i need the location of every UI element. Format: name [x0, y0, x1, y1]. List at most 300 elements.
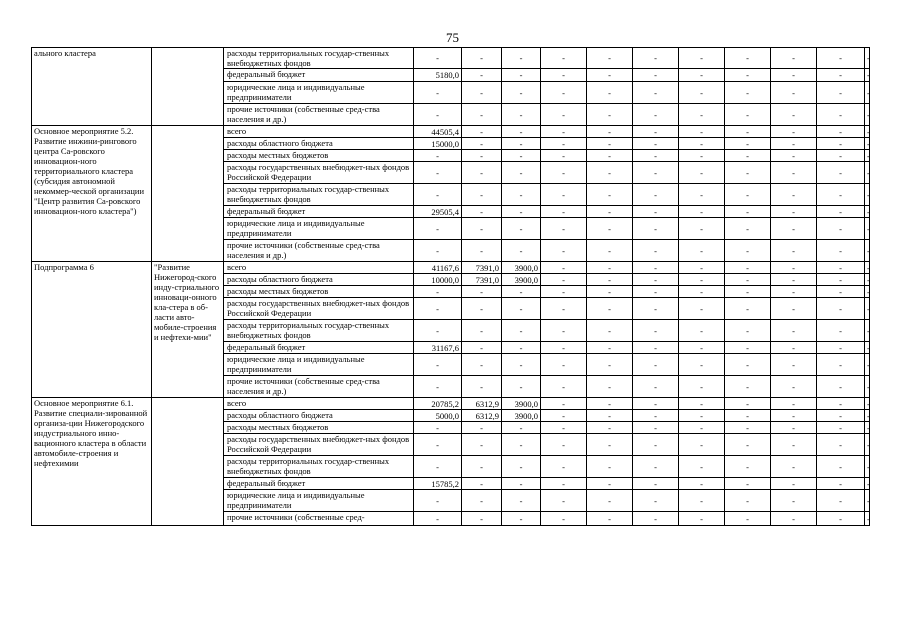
value-cell: -: [633, 126, 679, 138]
value-cell: -: [587, 274, 633, 286]
value-cell: 6312,9: [462, 410, 502, 422]
program-title-cell: [152, 126, 224, 262]
value-cell: -: [817, 138, 865, 150]
value-cell: -: [865, 398, 870, 410]
value-cell: -: [587, 410, 633, 422]
value-cell: -: [679, 286, 725, 298]
value-cell: 41167,6: [414, 262, 462, 274]
value-cell: -: [462, 206, 502, 218]
value-cell: -: [679, 262, 725, 274]
value-cell: -: [679, 218, 725, 240]
value-cell: -: [633, 398, 679, 410]
value-cell: -: [541, 342, 587, 354]
value-cell: -: [541, 206, 587, 218]
value-cell: -: [587, 69, 633, 82]
value-cell: -: [462, 218, 502, 240]
value-cell: 3900,0: [502, 274, 541, 286]
value-cell: -: [725, 320, 771, 342]
value-cell: -: [771, 48, 817, 69]
value-cell: -: [817, 354, 865, 376]
value-cell: -: [725, 274, 771, 286]
value-cell: -: [462, 162, 502, 184]
value-cell: -: [633, 138, 679, 150]
value-cell: -: [725, 218, 771, 240]
value-cell: -: [414, 240, 462, 262]
value-cell: -: [817, 104, 865, 126]
value-cell: -: [725, 434, 771, 456]
value-cell: -: [541, 456, 587, 478]
value-cell: -: [817, 48, 865, 69]
value-cell: -: [679, 104, 725, 126]
value-cell: -: [771, 274, 817, 286]
funding-source-cell: расходы местных бюджетов: [224, 150, 414, 162]
value-cell: -: [725, 48, 771, 69]
value-cell: -: [541, 48, 587, 69]
value-cell: -: [587, 206, 633, 218]
value-cell: -: [414, 376, 462, 398]
value-cell: -: [541, 434, 587, 456]
value-cell: -: [633, 422, 679, 434]
program-title-cell: [152, 398, 224, 526]
value-cell: -: [679, 274, 725, 286]
value-cell: -: [633, 274, 679, 286]
funding-source-cell: расходы государственных внебюджет-ных фондов Российской Федерации: [224, 434, 414, 456]
value-cell: -: [725, 104, 771, 126]
value-cell: -: [725, 82, 771, 104]
value-cell: -: [771, 150, 817, 162]
value-cell: -: [725, 150, 771, 162]
value-cell: -: [865, 82, 870, 104]
value-cell: -: [771, 206, 817, 218]
value-cell: -: [679, 240, 725, 262]
value-cell: -: [541, 376, 587, 398]
value-cell: 7391,0: [462, 262, 502, 274]
value-cell: -: [462, 48, 502, 69]
value-cell: -: [865, 490, 870, 512]
value-cell: -: [725, 398, 771, 410]
funding-source-cell: юридические лица и индивидуальные предприниматели: [224, 82, 414, 104]
value-cell: -: [502, 298, 541, 320]
value-cell: -: [541, 410, 587, 422]
value-cell: -: [633, 48, 679, 69]
value-cell: -: [502, 286, 541, 298]
value-cell: -: [462, 512, 502, 526]
value-cell: -: [587, 240, 633, 262]
value-cell: -: [633, 206, 679, 218]
value-cell: -: [817, 184, 865, 206]
value-cell: -: [679, 490, 725, 512]
value-cell: -: [502, 218, 541, 240]
value-cell: -: [725, 490, 771, 512]
value-cell: -: [587, 184, 633, 206]
value-cell: -: [462, 138, 502, 150]
value-cell: -: [771, 320, 817, 342]
value-cell: -: [865, 298, 870, 320]
value-cell: -: [865, 456, 870, 478]
value-cell: -: [865, 434, 870, 456]
value-cell: -: [771, 286, 817, 298]
value-cell: -: [725, 512, 771, 526]
value-cell: -: [541, 320, 587, 342]
value-cell: -: [679, 48, 725, 69]
value-cell: -: [817, 410, 865, 422]
value-cell: -: [817, 376, 865, 398]
value-cell: -: [462, 320, 502, 342]
value-cell: -: [865, 48, 870, 69]
value-cell: -: [502, 206, 541, 218]
program-name-cell: Основное мероприятие 6.1. Развитие специали-зированной организа-ции Нижегородского индустриального инно-вационного кластера в области автомобиле-строения и нефтехимии: [32, 398, 152, 526]
value-cell: -: [462, 240, 502, 262]
value-cell: -: [771, 162, 817, 184]
value-cell: -: [414, 184, 462, 206]
value-cell: -: [541, 298, 587, 320]
value-cell: -: [502, 48, 541, 69]
value-cell: -: [502, 320, 541, 342]
value-cell: 20785,2: [414, 398, 462, 410]
value-cell: -: [817, 398, 865, 410]
value-cell: -: [633, 184, 679, 206]
value-cell: -: [817, 490, 865, 512]
value-cell: -: [541, 126, 587, 138]
value-cell: -: [633, 82, 679, 104]
value-cell: -: [414, 48, 462, 69]
value-cell: -: [725, 162, 771, 184]
value-cell: -: [865, 240, 870, 262]
value-cell: -: [865, 422, 870, 434]
value-cell: -: [502, 422, 541, 434]
value-cell: -: [587, 478, 633, 490]
value-cell: 10000,0: [414, 274, 462, 286]
value-cell: -: [462, 104, 502, 126]
value-cell: -: [817, 82, 865, 104]
value-cell: -: [771, 104, 817, 126]
value-cell: -: [541, 398, 587, 410]
value-cell: -: [462, 478, 502, 490]
value-cell: -: [679, 184, 725, 206]
value-cell: -: [414, 150, 462, 162]
value-cell: -: [587, 82, 633, 104]
value-cell: -: [587, 422, 633, 434]
value-cell: -: [725, 138, 771, 150]
value-cell: -: [865, 376, 870, 398]
value-cell: -: [462, 150, 502, 162]
value-cell: -: [502, 490, 541, 512]
value-cell: -: [587, 434, 633, 456]
value-cell: -: [865, 512, 870, 526]
funding-source-cell: расходы областного бюджета: [224, 138, 414, 150]
value-cell: -: [679, 512, 725, 526]
value-cell: -: [725, 478, 771, 490]
value-cell: 31167,6: [414, 342, 462, 354]
value-cell: -: [817, 240, 865, 262]
value-cell: -: [587, 150, 633, 162]
funding-source-cell: расходы территориальных государ-ственных внебюджетных фондов: [224, 184, 414, 206]
program-title-cell: [152, 48, 224, 126]
funding-source-cell: всего: [224, 262, 414, 274]
value-cell: -: [462, 82, 502, 104]
value-cell: -: [725, 456, 771, 478]
value-cell: -: [587, 490, 633, 512]
value-cell: -: [817, 456, 865, 478]
value-cell: -: [587, 298, 633, 320]
value-cell: -: [725, 422, 771, 434]
value-cell: -: [541, 82, 587, 104]
value-cell: -: [541, 286, 587, 298]
value-cell: -: [817, 422, 865, 434]
value-cell: -: [865, 162, 870, 184]
value-cell: -: [502, 104, 541, 126]
value-cell: -: [462, 422, 502, 434]
value-cell: -: [865, 320, 870, 342]
funding-source-cell: расходы государственных внебюджет-ных фондов Российской Федерации: [224, 298, 414, 320]
value-cell: -: [865, 274, 870, 286]
value-cell: -: [414, 512, 462, 526]
value-cell: -: [679, 354, 725, 376]
value-cell: -: [679, 434, 725, 456]
value-cell: -: [462, 434, 502, 456]
funding-source-cell: федеральный бюджет: [224, 478, 414, 490]
value-cell: -: [587, 138, 633, 150]
table-row: [32, 262, 870, 274]
value-cell: -: [541, 262, 587, 274]
value-cell: -: [541, 478, 587, 490]
value-cell: -: [679, 398, 725, 410]
value-cell: -: [633, 354, 679, 376]
value-cell: -: [502, 82, 541, 104]
value-cell: -: [462, 456, 502, 478]
value-cell: -: [679, 138, 725, 150]
page-number: 75: [446, 30, 459, 45]
value-cell: -: [462, 69, 502, 82]
value-cell: -: [462, 490, 502, 512]
value-cell: -: [679, 150, 725, 162]
value-cell: -: [771, 422, 817, 434]
value-cell: 3900,0: [502, 262, 541, 274]
value-cell: -: [679, 69, 725, 82]
value-cell: -: [817, 274, 865, 286]
value-cell: 29505,4: [414, 206, 462, 218]
value-cell: -: [771, 434, 817, 456]
value-cell: -: [771, 262, 817, 274]
value-cell: -: [587, 376, 633, 398]
value-cell: -: [587, 162, 633, 184]
value-cell: -: [502, 354, 541, 376]
value-cell: -: [587, 354, 633, 376]
funding-source-cell: прочие источники (собственные сред-ства населения и др.): [224, 240, 414, 262]
value-cell: -: [502, 434, 541, 456]
program-name-cell: Подпрограмма 6: [32, 262, 152, 398]
value-cell: 5180,0: [414, 69, 462, 82]
table-row: [32, 126, 870, 138]
funding-source-cell: прочие источники (собственные сред-ства населения и др.): [224, 104, 414, 126]
value-cell: -: [633, 512, 679, 526]
funding-source-cell: расходы местных бюджетов: [224, 286, 414, 298]
value-cell: -: [587, 398, 633, 410]
value-cell: -: [725, 354, 771, 376]
value-cell: -: [865, 410, 870, 422]
value-cell: -: [541, 104, 587, 126]
value-cell: -: [817, 126, 865, 138]
value-cell: -: [414, 422, 462, 434]
funding-source-cell: прочие источники (собственные сред-: [224, 512, 414, 526]
value-cell: -: [414, 286, 462, 298]
value-cell: 15785,2: [414, 478, 462, 490]
value-cell: -: [414, 456, 462, 478]
value-cell: -: [771, 478, 817, 490]
value-cell: -: [633, 456, 679, 478]
funding-source-cell: юридические лица и индивидуальные предприниматели: [224, 354, 414, 376]
value-cell: -: [502, 456, 541, 478]
value-cell: -: [679, 456, 725, 478]
value-cell: -: [817, 206, 865, 218]
value-cell: -: [587, 342, 633, 354]
value-cell: -: [541, 162, 587, 184]
funding-source-cell: прочие источники (собственные сред-ства населения и др.): [224, 376, 414, 398]
value-cell: -: [817, 218, 865, 240]
value-cell: -: [679, 82, 725, 104]
value-cell: -: [462, 342, 502, 354]
value-cell: -: [633, 104, 679, 126]
value-cell: -: [414, 298, 462, 320]
value-cell: -: [541, 218, 587, 240]
value-cell: -: [817, 342, 865, 354]
value-cell: -: [541, 512, 587, 526]
value-cell: -: [502, 138, 541, 150]
value-cell: 5000,0: [414, 410, 462, 422]
value-cell: -: [725, 376, 771, 398]
value-cell: -: [679, 298, 725, 320]
value-cell: -: [633, 262, 679, 274]
funding-source-cell: юридические лица и индивидуальные предприниматели: [224, 218, 414, 240]
value-cell: -: [679, 320, 725, 342]
value-cell: -: [414, 490, 462, 512]
value-cell: -: [679, 478, 725, 490]
funding-source-cell: федеральный бюджет: [224, 206, 414, 218]
value-cell: -: [587, 218, 633, 240]
value-cell: -: [771, 376, 817, 398]
value-cell: -: [633, 342, 679, 354]
funding-source-cell: юридические лица и индивидуальные предприниматели: [224, 490, 414, 512]
value-cell: -: [865, 218, 870, 240]
value-cell: -: [502, 240, 541, 262]
table-row: [32, 398, 870, 410]
value-cell: -: [633, 69, 679, 82]
value-cell: -: [725, 410, 771, 422]
value-cell: -: [817, 69, 865, 82]
value-cell: -: [633, 240, 679, 262]
value-cell: -: [587, 512, 633, 526]
value-cell: 3900,0: [502, 398, 541, 410]
value-cell: -: [771, 298, 817, 320]
value-cell: -: [462, 184, 502, 206]
value-cell: -: [633, 490, 679, 512]
value-cell: -: [414, 162, 462, 184]
value-cell: -: [817, 320, 865, 342]
value-cell: -: [633, 162, 679, 184]
value-cell: -: [679, 162, 725, 184]
value-cell: -: [502, 69, 541, 82]
value-cell: -: [771, 490, 817, 512]
value-cell: -: [541, 354, 587, 376]
value-cell: -: [541, 184, 587, 206]
value-cell: -: [587, 320, 633, 342]
value-cell: -: [865, 104, 870, 126]
value-cell: -: [462, 376, 502, 398]
value-cell: -: [817, 286, 865, 298]
value-cell: -: [865, 342, 870, 354]
value-cell: -: [502, 512, 541, 526]
value-cell: -: [771, 512, 817, 526]
value-cell: -: [633, 150, 679, 162]
value-cell: -: [633, 320, 679, 342]
value-cell: -: [541, 138, 587, 150]
value-cell: -: [502, 150, 541, 162]
value-cell: -: [771, 218, 817, 240]
value-cell: -: [725, 262, 771, 274]
value-cell: -: [633, 410, 679, 422]
value-cell: -: [725, 184, 771, 206]
funding-source-cell: федеральный бюджет: [224, 69, 414, 82]
value-cell: -: [817, 162, 865, 184]
value-cell: -: [502, 478, 541, 490]
funding-source-cell: расходы территориальных государ-ственных внебюджетных фондов: [224, 456, 414, 478]
value-cell: -: [679, 342, 725, 354]
value-cell: -: [771, 126, 817, 138]
value-cell: -: [771, 82, 817, 104]
value-cell: -: [679, 126, 725, 138]
value-cell: -: [587, 262, 633, 274]
value-cell: -: [725, 206, 771, 218]
value-cell: -: [817, 434, 865, 456]
value-cell: -: [679, 376, 725, 398]
value-cell: -: [462, 126, 502, 138]
value-cell: -: [587, 48, 633, 69]
value-cell: -: [414, 434, 462, 456]
value-cell: -: [865, 262, 870, 274]
funding-source-cell: всего: [224, 126, 414, 138]
value-cell: -: [725, 240, 771, 262]
value-cell: -: [771, 354, 817, 376]
value-cell: -: [587, 286, 633, 298]
value-cell: -: [817, 478, 865, 490]
value-cell: -: [771, 240, 817, 262]
value-cell: -: [771, 184, 817, 206]
value-cell: -: [633, 298, 679, 320]
value-cell: -: [817, 262, 865, 274]
value-cell: 7391,0: [462, 274, 502, 286]
value-cell: -: [414, 82, 462, 104]
funding-source-cell: расходы государственных внебюджет-ных фондов Российской Федерации: [224, 162, 414, 184]
value-cell: -: [541, 422, 587, 434]
value-cell: 6312,9: [462, 398, 502, 410]
value-cell: -: [771, 69, 817, 82]
value-cell: -: [865, 478, 870, 490]
value-cell: -: [541, 69, 587, 82]
funding-source-cell: федеральный бюджет: [224, 342, 414, 354]
value-cell: -: [725, 286, 771, 298]
value-cell: -: [771, 138, 817, 150]
value-cell: -: [725, 298, 771, 320]
value-cell: -: [633, 376, 679, 398]
budget-table: [31, 47, 870, 526]
value-cell: -: [865, 138, 870, 150]
program-name-cell: Основное мероприятие 5.2. Развитие инжини-рингового центра Са-ровского инновацион-ного территориального кластера (субсидия автономной некоммер-ческой организации "Центр развития Са-ровского инновацион-ного кластера"): [32, 126, 152, 262]
value-cell: -: [865, 150, 870, 162]
value-cell: -: [865, 126, 870, 138]
funding-source-cell: расходы территориальных государ-ственных внебюджетных фондов: [224, 320, 414, 342]
value-cell: -: [462, 286, 502, 298]
value-cell: -: [679, 206, 725, 218]
